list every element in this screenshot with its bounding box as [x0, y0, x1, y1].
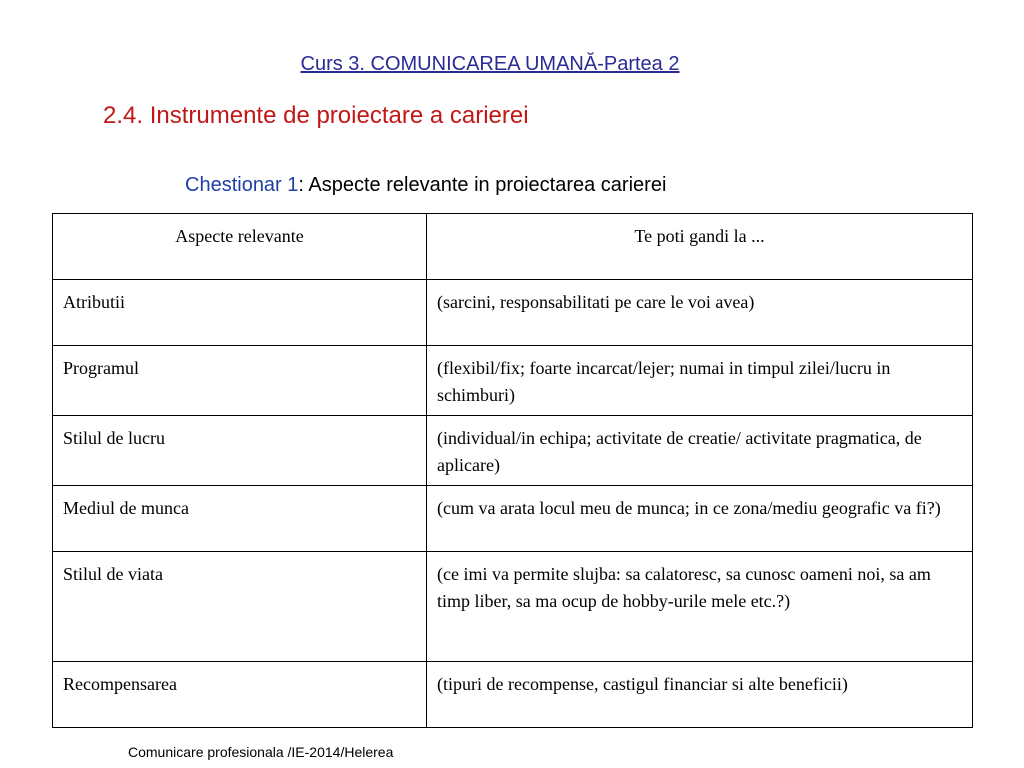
table-row — [53, 416, 973, 486]
header-think-about: Te poti gandi la ... — [427, 214, 973, 280]
detail-cell: (cum va arata locul meu de munca; in ce zona/mediu geografic va fi?) — [427, 486, 973, 552]
aspect-cell: Atributii — [53, 280, 427, 346]
detail-cell: (tipuri de recompense, castigul financiar si alte beneficii) — [427, 662, 973, 728]
aspect-cell: Recompensarea — [53, 662, 427, 728]
detail-cell: (ce imi va permite slujba: sa calatoresc, sa cunosc oameni noi, sa am timp liber, sa ma ocup de hobby-urile mele etc.?) — [427, 552, 973, 662]
footer-text: Comunicare profesionala /IE-2014/Helerea — [128, 744, 394, 760]
course-title: Curs 3. COMUNICAREA UMANĂ-Partea 2 — [300, 53, 680, 75]
aspect-cell: Mediul de munca — [53, 486, 427, 552]
aspect-cell: Stilul de lucru — [53, 416, 427, 486]
career-aspects-table — [52, 213, 973, 728]
detail-cell: (flexibil/fix; foarte incarcat/lejer; numai in timpul zilei/lucru in schimburi) — [427, 346, 973, 416]
questionnaire-label: Chestionar 1 — [185, 174, 299, 196]
questionnaire-topic: : Aspecte relevante in proiectarea carierei — [298, 174, 667, 196]
detail-cell: (sarcini, responsabilitati pe care le voi avea) — [427, 280, 973, 346]
aspect-cell: Programul — [53, 346, 427, 416]
questionnaire-subtitle — [185, 174, 666, 197]
detail-cell: (individual/in echipa; activitate de creatie/ activitate pragmatica, de aplicare) — [427, 416, 973, 486]
aspect-cell: Stilul de viata — [53, 552, 427, 662]
header-aspects: Aspecte relevante — [53, 214, 427, 280]
table-row — [53, 346, 973, 416]
table-row — [53, 552, 973, 662]
table-row — [53, 486, 973, 552]
table-row — [53, 662, 973, 728]
table-row — [53, 280, 973, 346]
table-header-row — [53, 214, 973, 280]
section-title: 2.4. Instrumente de proiectare a carierei — [103, 102, 529, 129]
